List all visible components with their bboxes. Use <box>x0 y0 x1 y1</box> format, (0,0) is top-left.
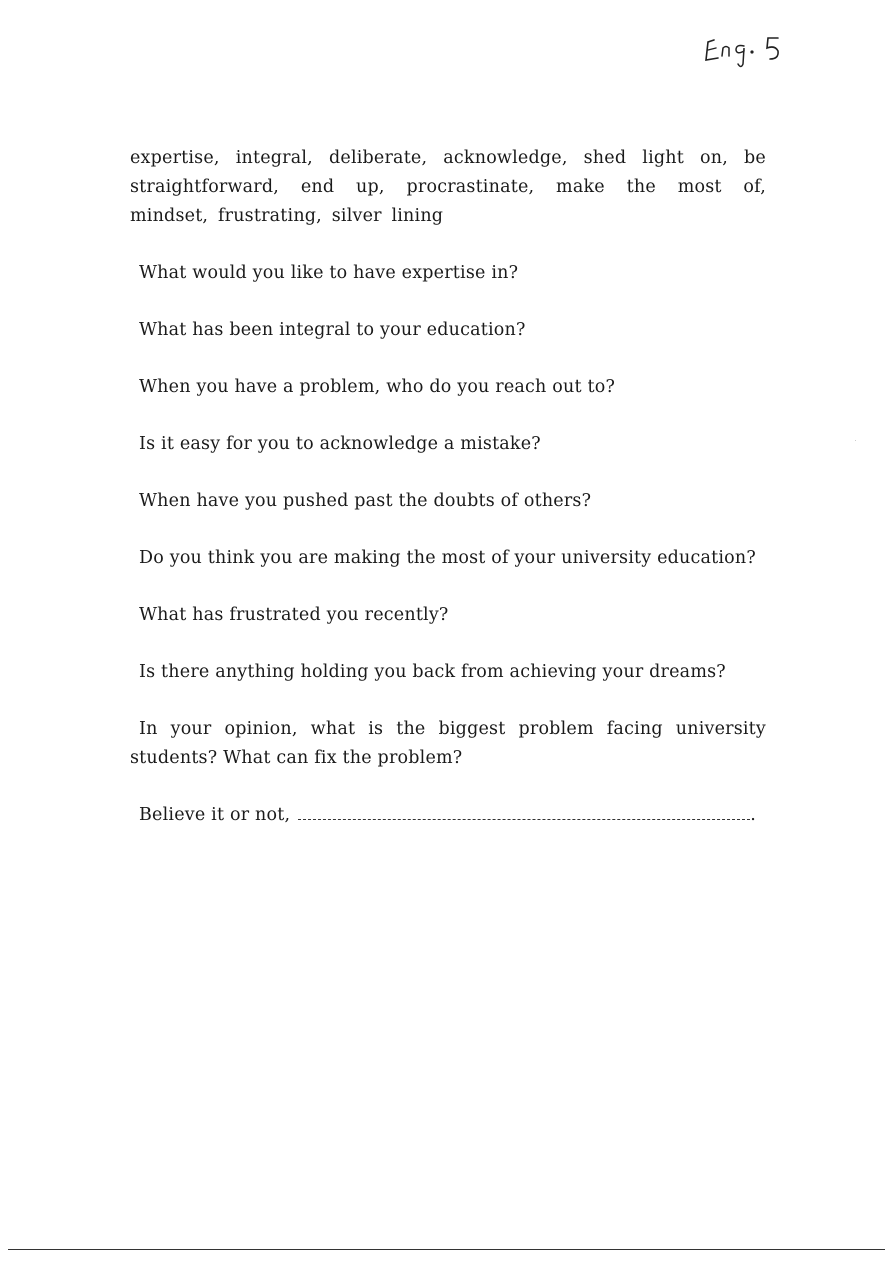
handwritten-eng5-mark <box>700 26 810 72</box>
handwritten-page-label <box>700 26 810 72</box>
question-6: Do you think you are making the most of your university education? <box>139 548 756 568</box>
question-1: What would you like to have expertise in? <box>139 263 519 283</box>
question-9: In your opinion, what is the biggest problem facing university students? What can fix the problem? <box>130 719 766 768</box>
question-4: Is it easy for you to acknowledge a mistake? <box>139 434 541 454</box>
scan-speck <box>855 440 856 441</box>
question-5: When have you pushed past the doubts of others? <box>139 491 592 511</box>
worksheet-body <box>130 144 766 848</box>
fill-in-blank-line[interactable] <box>298 807 750 820</box>
vocabulary-list: expertise, integral, deliberate, acknowledge, shed light on, be straightforward, end up, procrastinate, make the most of, mindset, frustrating, silver lining <box>130 148 766 226</box>
fill-in-sentence <box>130 801 766 830</box>
fill-in-prompt: Believe it or not, <box>139 805 291 825</box>
fill-in-end-mark: . <box>750 805 756 825</box>
question-2: What has been integral to your education? <box>139 320 526 340</box>
page-bottom-rule <box>8 1249 885 1250</box>
question-3: When you have a problem, who do you reach out to? <box>139 377 616 397</box>
question-8: Is there anything holding you back from achieving your dreams? <box>139 662 726 682</box>
question-7: What has frustrated you recently? <box>139 605 449 625</box>
